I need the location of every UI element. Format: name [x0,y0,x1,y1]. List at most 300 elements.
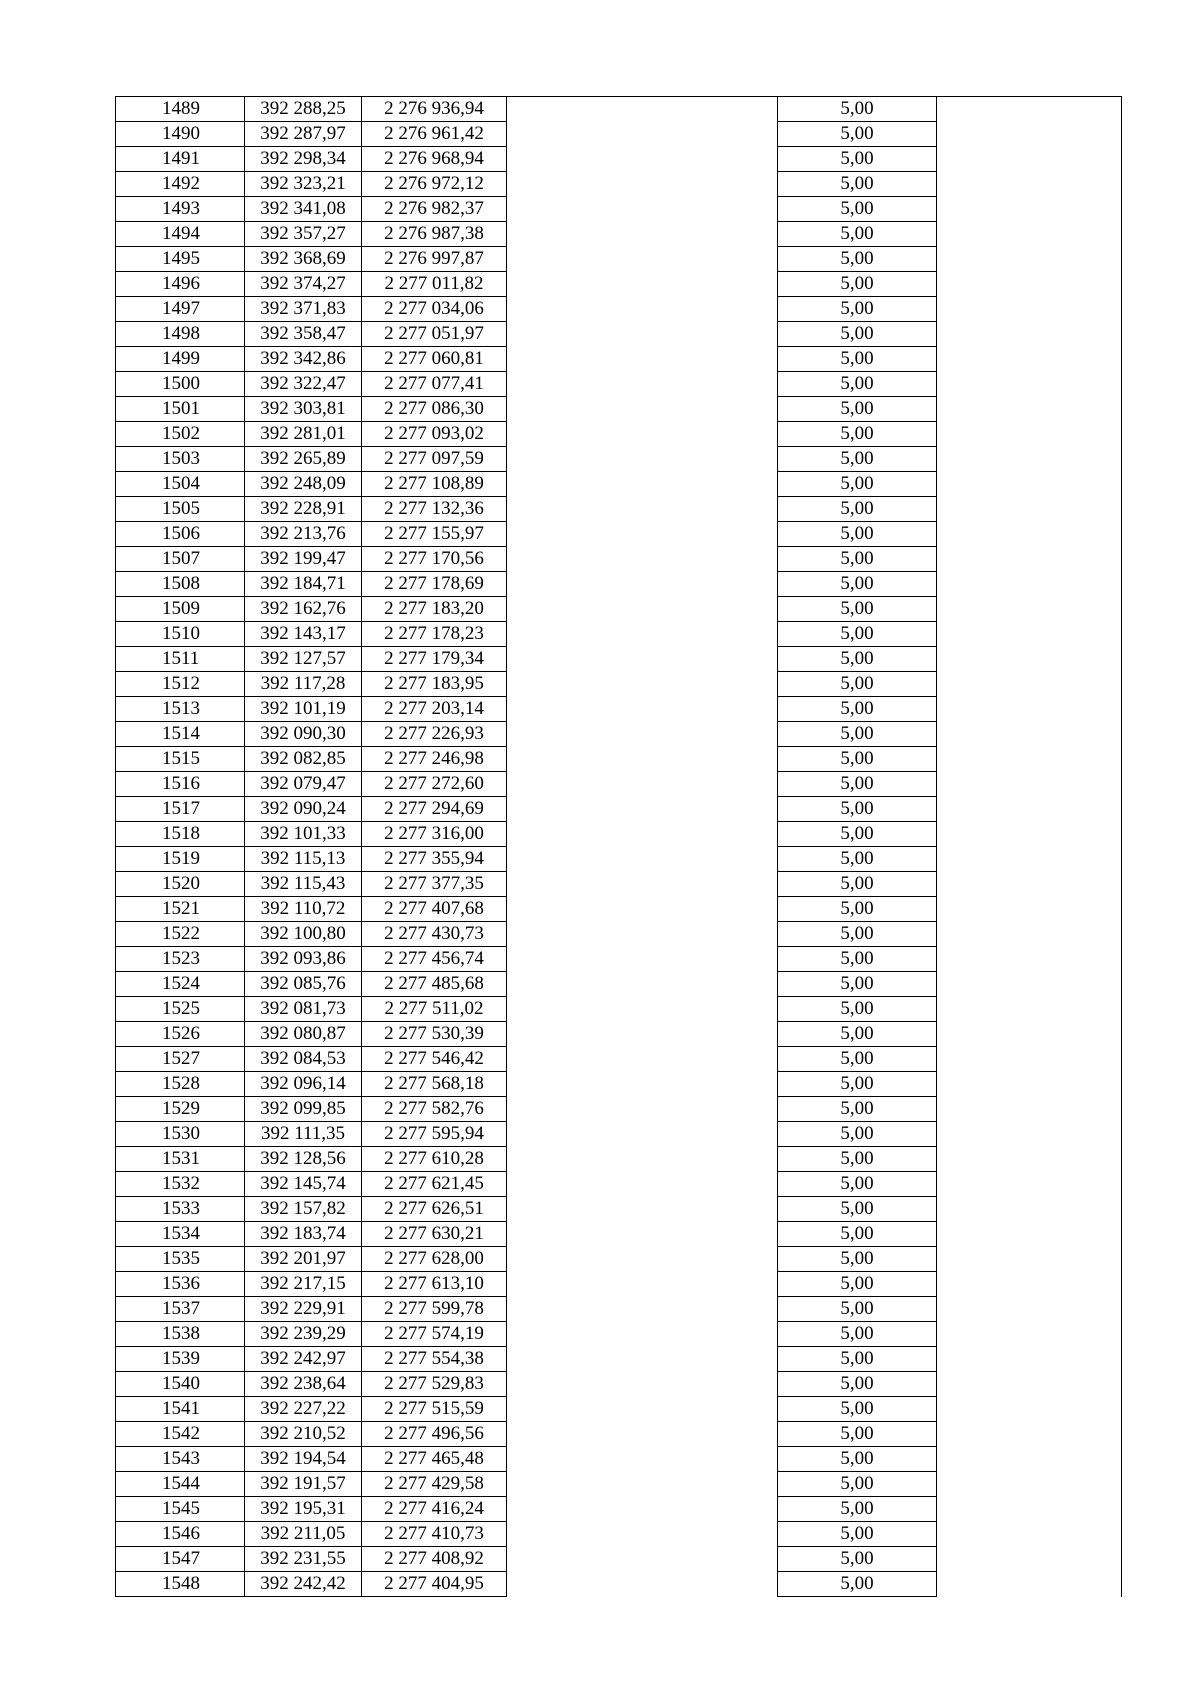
point-number-cell: 1532 [116,1172,245,1197]
table-row [116,622,1122,647]
x-coordinate-cell: 392 090,24 [245,797,362,822]
empty-column-cell [937,1097,1122,1122]
accuracy-value-cell: 5,00 [778,272,937,297]
empty-column-cell [937,947,1122,972]
empty-column-cell [507,722,778,747]
table-body [116,97,1122,1597]
empty-column-cell [937,1322,1122,1347]
empty-column-cell [937,622,1122,647]
empty-column-cell [507,272,778,297]
x-coordinate-cell: 392 281,01 [245,422,362,447]
x-coordinate-cell: 392 357,27 [245,222,362,247]
accuracy-value-cell: 5,00 [778,697,937,722]
y-coordinate-cell: 2 277 272,60 [362,772,507,797]
empty-column-cell [937,722,1122,747]
x-coordinate-cell: 392 100,80 [245,922,362,947]
empty-column-cell [507,472,778,497]
y-coordinate-cell: 2 277 226,93 [362,722,507,747]
point-number-cell: 1523 [116,947,245,972]
empty-column-cell [937,1072,1122,1097]
y-coordinate-cell: 2 277 529,83 [362,1372,507,1397]
empty-column-cell [507,1522,778,1547]
x-coordinate-cell: 392 217,15 [245,1272,362,1297]
table-row [116,722,1122,747]
empty-column-cell [507,1297,778,1322]
x-coordinate-cell: 392 210,52 [245,1422,362,1447]
table-row [116,1172,1122,1197]
x-coordinate-cell: 392 115,43 [245,872,362,897]
accuracy-value-cell: 5,00 [778,1447,937,1472]
empty-column-cell [937,1122,1122,1147]
empty-column-cell [937,672,1122,697]
point-number-cell: 1497 [116,297,245,322]
table-row [116,697,1122,722]
empty-column-cell [507,1197,778,1222]
y-coordinate-cell: 2 277 465,48 [362,1447,507,1472]
table-row [116,272,1122,297]
point-number-cell: 1499 [116,347,245,372]
table-row [116,497,1122,522]
y-coordinate-cell: 2 277 011,82 [362,272,507,297]
empty-column-cell [937,422,1122,447]
y-coordinate-cell: 2 277 416,24 [362,1497,507,1522]
table-row [116,1547,1122,1572]
y-coordinate-cell: 2 276 968,94 [362,147,507,172]
x-coordinate-cell: 392 191,57 [245,1472,362,1497]
y-coordinate-cell: 2 277 377,35 [362,872,507,897]
accuracy-value-cell: 5,00 [778,372,937,397]
accuracy-value-cell: 5,00 [778,847,937,872]
y-coordinate-cell: 2 277 093,02 [362,422,507,447]
x-coordinate-cell: 392 368,69 [245,247,362,272]
x-coordinate-cell: 392 303,81 [245,397,362,422]
empty-column-cell [937,1397,1122,1422]
empty-column-cell [937,922,1122,947]
point-number-cell: 1522 [116,922,245,947]
empty-column-cell [937,772,1122,797]
point-number-cell: 1511 [116,647,245,672]
point-number-cell: 1533 [116,1197,245,1222]
table-row [116,972,1122,997]
accuracy-value-cell: 5,00 [778,247,937,272]
point-number-cell: 1501 [116,397,245,422]
empty-column-cell [937,1347,1122,1372]
empty-column-cell [937,522,1122,547]
table-row [116,1022,1122,1047]
empty-column-cell [507,297,778,322]
table-row [116,922,1122,947]
empty-column-cell [507,1547,778,1572]
table-row [116,147,1122,172]
x-coordinate-cell: 392 298,34 [245,147,362,172]
table-row [116,1247,1122,1272]
y-coordinate-cell: 2 277 086,30 [362,397,507,422]
accuracy-value-cell: 5,00 [778,172,937,197]
accuracy-value-cell: 5,00 [778,822,937,847]
accuracy-value-cell: 5,00 [778,972,937,997]
empty-column-cell [937,847,1122,872]
table-row [116,1497,1122,1522]
empty-column-cell [507,847,778,872]
y-coordinate-cell: 2 277 496,56 [362,1422,507,1447]
point-number-cell: 1536 [116,1272,245,1297]
empty-column-cell [507,1247,778,1272]
y-coordinate-cell: 2 277 179,34 [362,647,507,672]
empty-column-cell [937,472,1122,497]
table-row [116,547,1122,572]
y-coordinate-cell: 2 277 407,68 [362,897,507,922]
x-coordinate-cell: 392 128,56 [245,1147,362,1172]
x-coordinate-cell: 392 287,97 [245,122,362,147]
accuracy-value-cell: 5,00 [778,1072,937,1097]
x-coordinate-cell: 392 239,29 [245,1322,362,1347]
empty-column-cell [507,897,778,922]
table-row [116,1047,1122,1072]
table-row [116,522,1122,547]
x-coordinate-cell: 392 288,25 [245,97,362,122]
point-number-cell: 1504 [116,472,245,497]
point-number-cell: 1519 [116,847,245,872]
accuracy-value-cell: 5,00 [778,122,937,147]
y-coordinate-cell: 2 277 051,97 [362,322,507,347]
table-row [116,122,1122,147]
x-coordinate-cell: 392 374,27 [245,272,362,297]
accuracy-value-cell: 5,00 [778,1247,937,1272]
x-coordinate-cell: 392 342,86 [245,347,362,372]
empty-column-cell [507,222,778,247]
point-number-cell: 1513 [116,697,245,722]
table-row [116,197,1122,222]
table-row [116,322,1122,347]
empty-column-cell [937,647,1122,672]
accuracy-value-cell: 5,00 [778,1047,937,1072]
x-coordinate-cell: 392 358,47 [245,322,362,347]
x-coordinate-cell: 392 115,13 [245,847,362,872]
point-number-cell: 1507 [116,547,245,572]
table-row [116,97,1122,122]
point-number-cell: 1517 [116,797,245,822]
empty-column-cell [507,147,778,172]
x-coordinate-cell: 392 117,28 [245,672,362,697]
empty-column-cell [507,1172,778,1197]
coordinates-table [115,96,1122,1597]
x-coordinate-cell: 392 341,08 [245,197,362,222]
point-number-cell: 1491 [116,147,245,172]
empty-column-cell [507,1072,778,1097]
y-coordinate-cell: 2 277 582,76 [362,1097,507,1122]
table-row [116,1397,1122,1422]
table-row [116,447,1122,472]
accuracy-value-cell: 5,00 [778,597,937,622]
x-coordinate-cell: 392 096,14 [245,1072,362,1097]
x-coordinate-cell: 392 162,76 [245,597,362,622]
table-row [116,1072,1122,1097]
x-coordinate-cell: 392 195,31 [245,1497,362,1522]
accuracy-value-cell: 5,00 [778,797,937,822]
accuracy-value-cell: 5,00 [778,1172,937,1197]
table-row [116,347,1122,372]
x-coordinate-cell: 392 213,76 [245,522,362,547]
table-row [116,1347,1122,1372]
empty-column-cell [507,1322,778,1347]
empty-column-cell [507,1022,778,1047]
empty-column-cell [507,622,778,647]
empty-column-cell [507,172,778,197]
empty-column-cell [507,922,778,947]
y-coordinate-cell: 2 277 485,68 [362,972,507,997]
x-coordinate-cell: 392 199,47 [245,547,362,572]
point-number-cell: 1527 [116,1047,245,1072]
table-row [116,997,1122,1022]
point-number-cell: 1524 [116,972,245,997]
point-number-cell: 1515 [116,747,245,772]
accuracy-value-cell: 5,00 [778,947,937,972]
table-row [116,1272,1122,1297]
point-number-cell: 1510 [116,622,245,647]
table-row [116,1372,1122,1397]
accuracy-value-cell: 5,00 [778,322,937,347]
y-coordinate-cell: 2 277 621,45 [362,1172,507,1197]
y-coordinate-cell: 2 277 077,41 [362,372,507,397]
table-row [116,847,1122,872]
point-number-cell: 1531 [116,1147,245,1172]
x-coordinate-cell: 392 227,22 [245,1397,362,1422]
accuracy-value-cell: 5,00 [778,647,937,672]
empty-column-cell [507,1272,778,1297]
accuracy-value-cell: 5,00 [778,1272,937,1297]
empty-column-cell [937,1022,1122,1047]
accuracy-value-cell: 5,00 [778,1522,937,1547]
x-coordinate-cell: 392 184,71 [245,572,362,597]
accuracy-value-cell: 5,00 [778,472,937,497]
accuracy-value-cell: 5,00 [778,1297,937,1322]
empty-column-cell [937,547,1122,572]
empty-column-cell [507,697,778,722]
accuracy-value-cell: 5,00 [778,497,937,522]
accuracy-value-cell: 5,00 [778,772,937,797]
empty-column-cell [937,1572,1122,1597]
accuracy-value-cell: 5,00 [778,1547,937,1572]
y-coordinate-cell: 2 277 155,97 [362,522,507,547]
x-coordinate-cell: 392 242,97 [245,1347,362,1372]
table-row [116,1522,1122,1547]
table-row [116,1222,1122,1247]
point-number-cell: 1548 [116,1572,245,1597]
accuracy-value-cell: 5,00 [778,197,937,222]
table-row [116,872,1122,897]
accuracy-value-cell: 5,00 [778,747,937,772]
point-number-cell: 1526 [116,1022,245,1047]
y-coordinate-cell: 2 277 626,51 [362,1197,507,1222]
point-number-cell: 1494 [116,222,245,247]
table-row [116,1447,1122,1472]
point-number-cell: 1512 [116,672,245,697]
accuracy-value-cell: 5,00 [778,1572,937,1597]
x-coordinate-cell: 392 229,91 [245,1297,362,1322]
point-number-cell: 1502 [116,422,245,447]
point-number-cell: 1505 [116,497,245,522]
y-coordinate-cell: 2 277 554,38 [362,1347,507,1372]
empty-column-cell [507,672,778,697]
point-number-cell: 1539 [116,1347,245,1372]
y-coordinate-cell: 2 276 997,87 [362,247,507,272]
empty-column-cell [507,397,778,422]
point-number-cell: 1540 [116,1372,245,1397]
x-coordinate-cell: 392 145,74 [245,1172,362,1197]
accuracy-value-cell: 5,00 [778,722,937,747]
x-coordinate-cell: 392 081,73 [245,997,362,1022]
point-number-cell: 1500 [116,372,245,397]
empty-column-cell [507,1397,778,1422]
empty-column-cell [937,372,1122,397]
y-coordinate-cell: 2 277 610,28 [362,1147,507,1172]
empty-column-cell [937,897,1122,922]
y-coordinate-cell: 2 277 430,73 [362,922,507,947]
empty-column-cell [507,1372,778,1397]
accuracy-value-cell: 5,00 [778,147,937,172]
point-number-cell: 1489 [116,97,245,122]
empty-column-cell [937,1172,1122,1197]
empty-column-cell [937,1222,1122,1247]
empty-column-cell [937,1272,1122,1297]
empty-column-cell [507,372,778,397]
accuracy-value-cell: 5,00 [778,1197,937,1222]
empty-column-cell [937,1147,1122,1172]
y-coordinate-cell: 2 276 961,42 [362,122,507,147]
y-coordinate-cell: 2 277 410,73 [362,1522,507,1547]
accuracy-value-cell: 5,00 [778,1472,937,1497]
empty-column-cell [937,222,1122,247]
x-coordinate-cell: 392 082,85 [245,747,362,772]
table-row [116,797,1122,822]
accuracy-value-cell: 5,00 [778,1097,937,1122]
empty-column-cell [937,822,1122,847]
point-number-cell: 1503 [116,447,245,472]
y-coordinate-cell: 2 277 108,89 [362,472,507,497]
x-coordinate-cell: 392 157,82 [245,1197,362,1222]
point-number-cell: 1544 [116,1472,245,1497]
table-row [116,1122,1122,1147]
point-number-cell: 1538 [116,1322,245,1347]
empty-column-cell [507,347,778,372]
empty-column-cell [507,572,778,597]
x-coordinate-cell: 392 080,87 [245,1022,362,1047]
y-coordinate-cell: 2 277 404,95 [362,1572,507,1597]
table-row [116,222,1122,247]
accuracy-value-cell: 5,00 [778,397,937,422]
x-coordinate-cell: 392 099,85 [245,1097,362,1122]
point-number-cell: 1508 [116,572,245,597]
empty-column-cell [937,1247,1122,1272]
accuracy-value-cell: 5,00 [778,922,937,947]
y-coordinate-cell: 2 277 170,56 [362,547,507,572]
y-coordinate-cell: 2 276 987,38 [362,222,507,247]
point-number-cell: 1518 [116,822,245,847]
y-coordinate-cell: 2 277 246,98 [362,747,507,772]
empty-column-cell [937,1297,1122,1322]
accuracy-value-cell: 5,00 [778,897,937,922]
table-row [116,897,1122,922]
accuracy-value-cell: 5,00 [778,222,937,247]
accuracy-value-cell: 5,00 [778,522,937,547]
y-coordinate-cell: 2 277 408,92 [362,1547,507,1572]
point-number-cell: 1493 [116,197,245,222]
y-coordinate-cell: 2 277 429,58 [362,1472,507,1497]
y-coordinate-cell: 2 277 574,19 [362,1322,507,1347]
x-coordinate-cell: 392 093,86 [245,947,362,972]
point-number-cell: 1506 [116,522,245,547]
y-coordinate-cell: 2 277 178,23 [362,622,507,647]
table-row [116,1147,1122,1172]
x-coordinate-cell: 392 371,83 [245,297,362,322]
y-coordinate-cell: 2 277 294,69 [362,797,507,822]
table-row [116,572,1122,597]
table-row [116,597,1122,622]
empty-column-cell [937,1522,1122,1547]
empty-column-cell [507,1572,778,1597]
x-coordinate-cell: 392 079,47 [245,772,362,797]
empty-column-cell [507,647,778,672]
empty-column-cell [937,1547,1122,1572]
empty-column-cell [507,1422,778,1447]
empty-column-cell [937,272,1122,297]
y-coordinate-cell: 2 277 183,95 [362,672,507,697]
accuracy-value-cell: 5,00 [778,447,937,472]
x-coordinate-cell: 392 101,33 [245,822,362,847]
x-coordinate-cell: 392 231,55 [245,1547,362,1572]
x-coordinate-cell: 392 322,47 [245,372,362,397]
table-row [116,672,1122,697]
x-coordinate-cell: 392 228,91 [245,497,362,522]
empty-column-cell [507,497,778,522]
empty-column-cell [937,972,1122,997]
accuracy-value-cell: 5,00 [778,1022,937,1047]
y-coordinate-cell: 2 277 546,42 [362,1047,507,1072]
table-row [116,647,1122,672]
accuracy-value-cell: 5,00 [778,1222,937,1247]
empty-column-cell [937,1372,1122,1397]
point-number-cell: 1520 [116,872,245,897]
accuracy-value-cell: 5,00 [778,347,937,372]
accuracy-value-cell: 5,00 [778,672,937,697]
point-number-cell: 1534 [116,1222,245,1247]
accuracy-value-cell: 5,00 [778,622,937,647]
y-coordinate-cell: 2 277 595,94 [362,1122,507,1147]
table-row [116,822,1122,847]
empty-column-cell [507,947,778,972]
point-number-cell: 1496 [116,272,245,297]
empty-column-cell [507,247,778,272]
x-coordinate-cell: 392 211,05 [245,1522,362,1547]
table-row [116,1297,1122,1322]
point-number-cell: 1537 [116,1297,245,1322]
accuracy-value-cell: 5,00 [778,297,937,322]
point-number-cell: 1492 [116,172,245,197]
empty-column-cell [937,1422,1122,1447]
y-coordinate-cell: 2 277 530,39 [362,1022,507,1047]
point-number-cell: 1509 [116,597,245,622]
point-number-cell: 1547 [116,1547,245,1572]
empty-column-cell [507,822,778,847]
accuracy-value-cell: 5,00 [778,1322,937,1347]
y-coordinate-cell: 2 277 034,06 [362,297,507,322]
empty-column-cell [507,772,778,797]
empty-column-cell [937,147,1122,172]
accuracy-value-cell: 5,00 [778,1372,937,1397]
point-number-cell: 1525 [116,997,245,1022]
x-coordinate-cell: 392 143,17 [245,622,362,647]
x-coordinate-cell: 392 242,42 [245,1572,362,1597]
